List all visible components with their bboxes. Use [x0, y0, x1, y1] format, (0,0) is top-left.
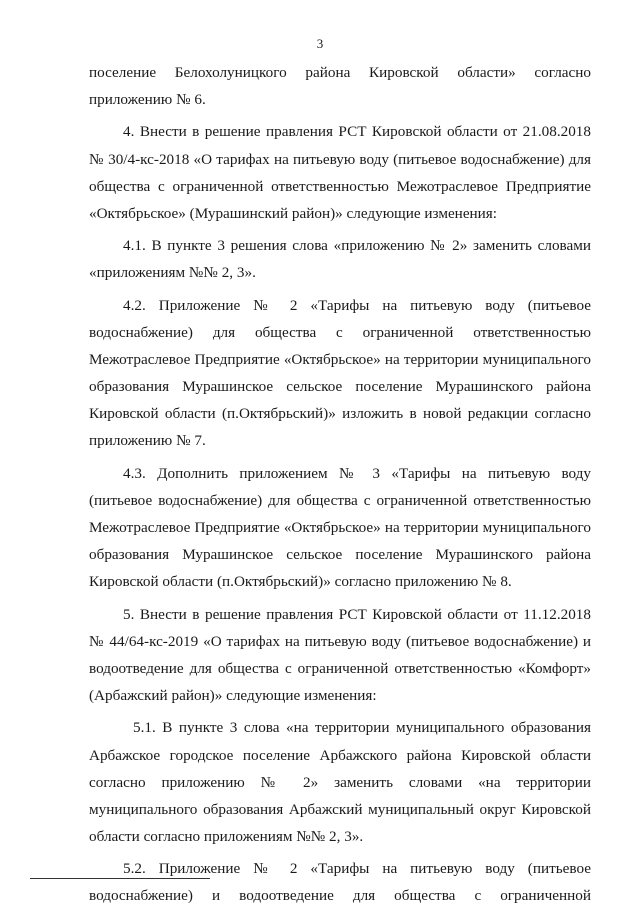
text-line: общества с ограниченной ответственностью Межотраслевое Предприятие [89, 177, 591, 195]
paragraph-5-start: 5. Внести в решение правления РСТ Кировской области от 11.12.2018 [123, 605, 591, 623]
text-line: (Арбажский район)» следующие изменения: [89, 687, 377, 705]
paragraph-5-2-start: 5.2. Приложение № 2 «Тарифы на питьевую воду (питьевое [123, 860, 591, 878]
text-line: № 30/4-кс-2018 «О тарифах на питьевую воду (питьевое водоснабжение) для [89, 150, 591, 168]
text-line: Кировской области (п.Октябрьский)» согласно приложению № 8. [89, 573, 512, 591]
text-line: «Октябрьское» (Мурашинский район)» следующие изменения: [89, 204, 498, 222]
text-line: водоснабжение) для общества с ограниченной ответственностью [89, 323, 591, 341]
footnote-divider [30, 878, 210, 879]
paragraph-5-1-start: 5.1. В пункте 3 слова «на территории муниципального образования [133, 719, 591, 737]
page-number: 3 [316, 36, 324, 51]
paragraph-4-2-start: 4.2. Приложение № 2 «Тарифы на питьевую воду (питьевое [123, 296, 591, 314]
document-body [89, 59, 591, 910]
text-line: Кировской области (п.Октябрьский)» изложить в новой редакции согласно [89, 405, 591, 423]
text-line: согласно приложению № 2» заменить словами «на территории [89, 773, 591, 791]
text-line: образования Мурашинское сельское поселение Мурашинского района [89, 378, 591, 396]
text-line: области согласно приложениям №№ 2, 3». [89, 828, 364, 846]
text-line: Межотраслевое Предприятие «Октябрьское» на территории муниципального [89, 350, 591, 368]
text-line: № 44/64-кс-2019 «О тарифах на питьевую воду (питьевое водоснабжение) и [89, 632, 591, 650]
text-line: поселение Белохолуницкого района Кировской области» согласно [89, 64, 591, 81]
text-line: приложению № 7. [89, 432, 206, 450]
paragraph-4-start: 4. Внести в решение правления РСТ Кировской области от 21.08.2018 [123, 123, 591, 141]
text-line: приложению № 6. [89, 91, 206, 109]
paragraph-4-1-start: 4.1. В пункте 3 решения слова «приложению № 2» заменить словами [123, 237, 591, 255]
text-line: Межотраслевое Предприятие «Октябрьское» на территории муниципального [89, 519, 591, 536]
text-line: водоснабжение) и водоотведение для общества с ограниченной [89, 887, 591, 905]
text-line: образования Мурашинское сельское поселение Мурашинского района [89, 546, 591, 564]
text-line: Арбажское городское поселение Арбажского района Кировской области [89, 746, 591, 764]
paragraph-4-3-start: 4.3. Дополнить приложением № 3 «Тарифы на питьевую воду [123, 464, 591, 482]
text-line: муниципального образования Арбажский муниципальный округ Кировской [89, 800, 591, 818]
text-line: (питьевое водоснабжение) для общества с ограниченной ответственностью [89, 491, 591, 509]
text-line: водоотведение для общества с ограниченной ответственностью «Комфорт» [89, 659, 591, 677]
text-line: «приложениям №№ 2, 3». [89, 264, 256, 282]
